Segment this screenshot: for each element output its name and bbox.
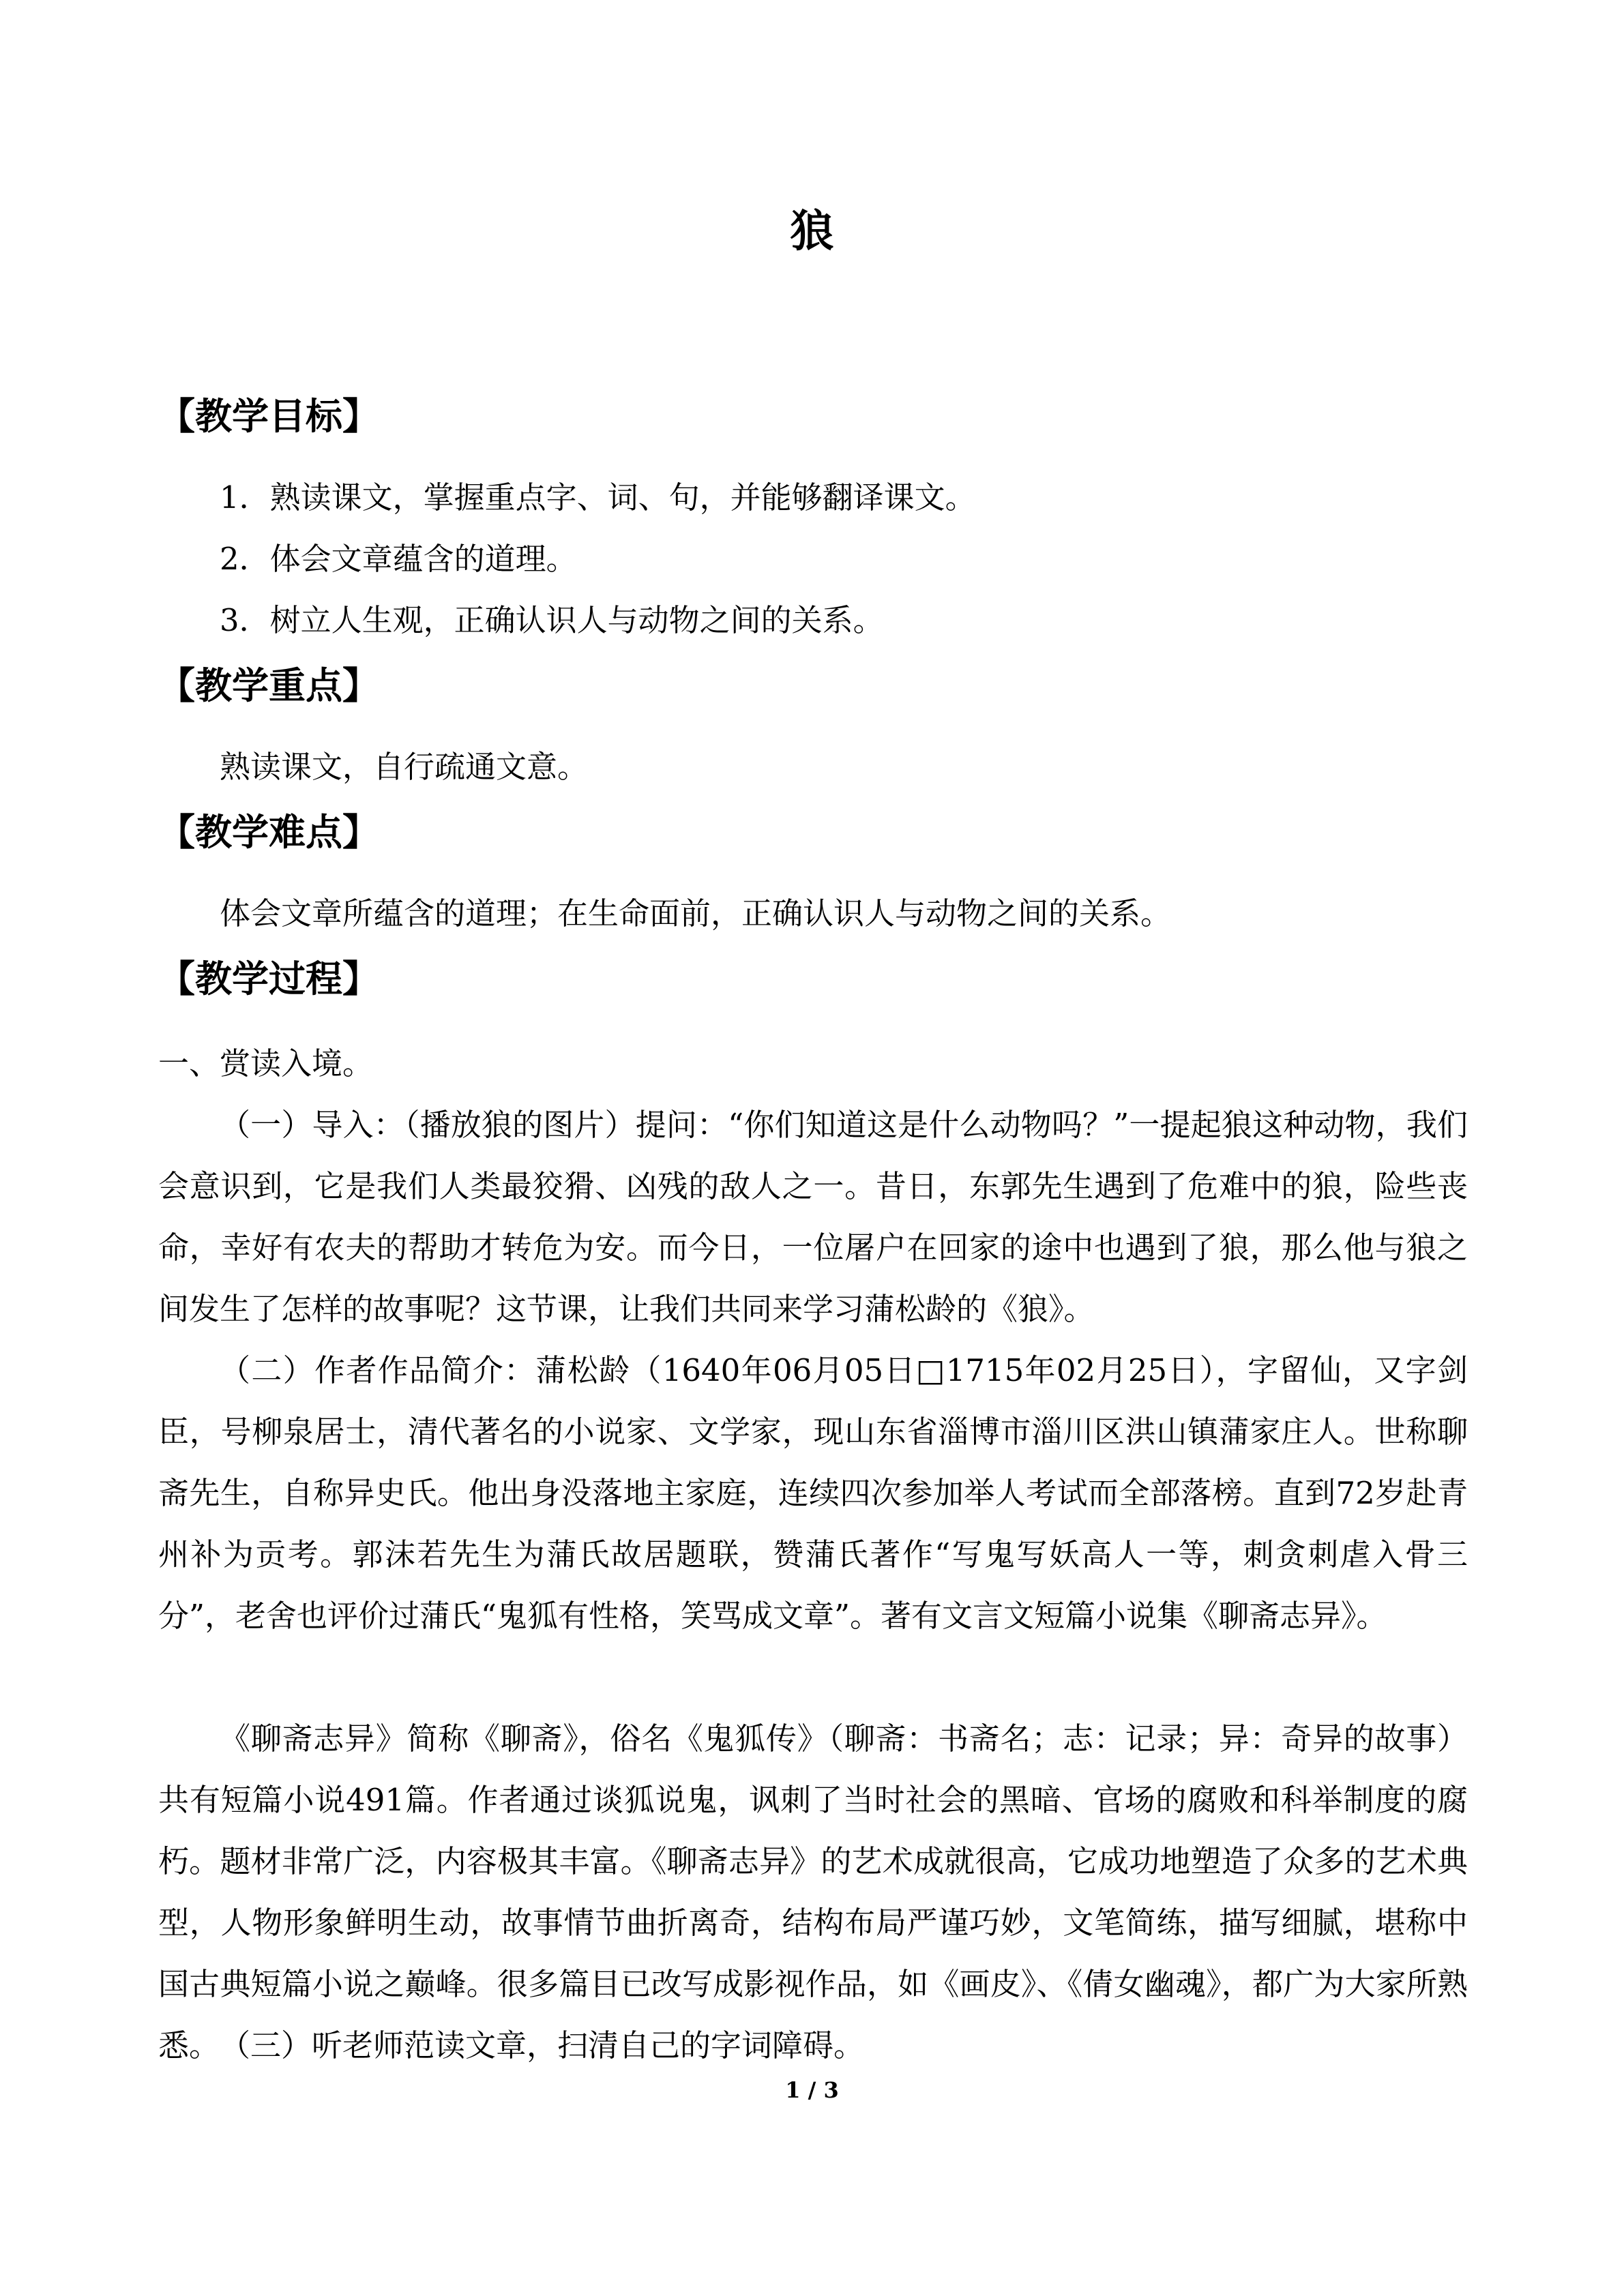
objective-item-3: 3．树立人生观，正确认识人与动物之间的关系。 (220, 602, 884, 638)
objective-item-2: 2．体会文章蕴含的道理。 (220, 541, 577, 577)
page-number: 1 / 3 (785, 2077, 839, 2103)
process-paragraph-work: 《聊斋志异》简称《聊斋》，俗名《鬼狐传》（聊斋：书斋名；志：记录；异：奇异的故事）共有短篇小说491篇。作者通过谈狐说鬼，讽刺了当时社会的黑暗、官场的腐败和科举制度的腐朽。题材非常广泛，内容极其丰富。《聊斋志异》的艺术成就很高，它成功地塑造了众多的艺术典型，人物形象鲜明生动，故事情节曲折离奇，结构布局严谨巧妙，文笔简练，描写细腻，堪称中国古典短篇小说之巅峰。很多篇目已改写成影视作品，如《画皮》、《倩女幽魂》，都广为大家所熟悉。 (158, 1720, 1468, 2063)
process-paragraph-intro: （一）导入：（播放狼的图片）提问：“你们知道这是什么动物吗？”一提起狼这种动物，我们会意识到，它是我们人类最狡猾、凶残的敌人之一。昔日，东郭先生遇到了危难中的狼，险些丧命，幸好有农夫的帮助才转危为安。而今日，一位屠户在回家的途中也遇到了狼，那么他与狼之间发生了怎样的故事呢？这节课，让我们共同来学习蒲松龄的《狼》。 (158, 1107, 1468, 1327)
difficulties-heading: 【教学难点】 (158, 810, 379, 854)
process-paragraph-reading: （三）听老师范读文章，扫清自己的字词障碍。 (220, 2027, 865, 2063)
key-points-heading: 【教学重点】 (158, 664, 379, 707)
process-heading: 【教学过程】 (158, 957, 379, 1000)
difficulties-text: 体会文章所蕴含的道理；在生命面前，正确认识人与动物之间的关系。 (220, 895, 1172, 931)
objective-item-1: 1．熟读课文，掌握重点字、词、句，并能够翻译课文。 (220, 479, 976, 516)
page-title: 狼 (790, 206, 834, 257)
key-points-text: 熟读课文，自行疏通文意。 (220, 749, 589, 785)
objectives-heading: 【教学目标】 (158, 394, 379, 438)
process-paragraph-author: （二）作者作品简介：蒲松龄（1640年06月05日□1715年02月25日），字留仙，又字剑臣，号柳泉居士，清代著名的小说家、文学家，现山东省淄博市淄川区洪山镇蒲家庄人。世称聊斋先生，自称异史氏。他出身没落地主家庭，连续四次参加举人考试而全部落榜。直到72岁赴青州补为贡考。郭沫若先生为蒲氏故居题联，赞蒲氏著作“写鬼写妖高人一等，刺贪刺虐入骨三分”，老舍也评价过蒲氏“鬼狐有性格，笑骂成文章”。著有文言文短篇小说集《聊斋志异》。 (158, 1352, 1468, 1634)
process-step-1: 一、赏读入境。 (158, 1045, 374, 1082)
